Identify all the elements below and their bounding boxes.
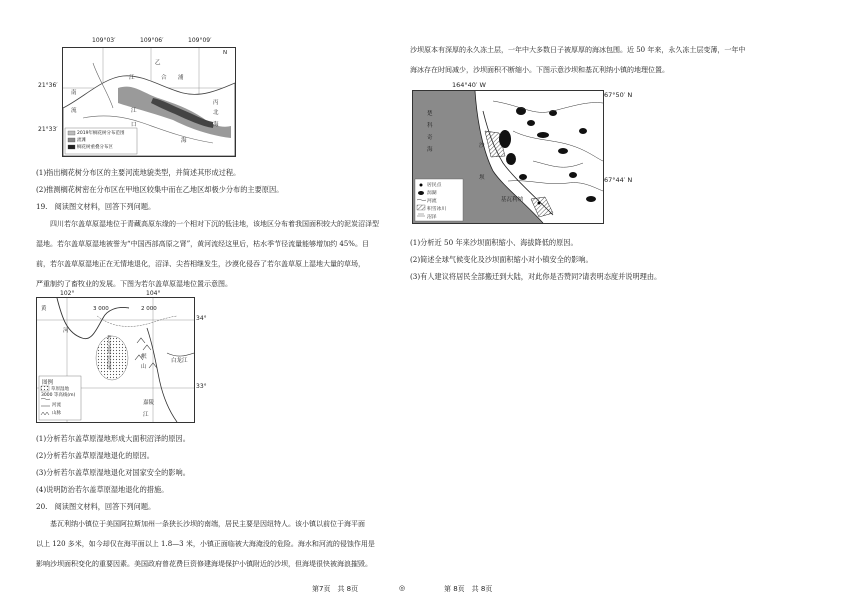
place-label: 北 — [213, 110, 219, 116]
passage-line: 以上 120 多米，如今却仅在海平面以上 1.8—3 米，小镇正面临被大海淹没的危险。海水和河流的侵蚀作用是 — [36, 540, 375, 548]
place-label: 海 — [213, 122, 219, 128]
passage — [36, 214, 402, 294]
place-label: 海 — [427, 147, 433, 153]
legend-item: 积雪冰川 — [427, 207, 447, 212]
map3-frame — [412, 90, 604, 224]
lat-label: 67°50′ N — [604, 91, 633, 99]
lon-label: 164°40′ W — [452, 81, 486, 89]
legend-item: 河流 — [427, 199, 437, 204]
place-label: 口 — [131, 122, 137, 128]
question-heading: 20. 阅读图文材料，回答下列问题。 — [36, 502, 156, 511]
legend-item: 沼泽 — [427, 215, 437, 220]
question-text: (3)有人建议将居民全部搬迁到大陆，对此你是否赞同?请表明态度并说明理由。 — [410, 272, 662, 281]
place-label: 丙 — [213, 100, 219, 106]
question-text: (2)推测榈花树密在分布区在甲地区较集中而在乙地区却极少分布的主要原因。 — [36, 185, 284, 194]
place-label: 江 — [129, 75, 135, 81]
place-label: 科 — [427, 123, 433, 129]
place-label: 乙 — [155, 60, 161, 66]
place-label: 山 — [141, 364, 147, 370]
place-label: 江 — [131, 108, 137, 114]
lat-label: 67°44′ N — [604, 176, 633, 184]
question-text: (2)分析若尔盖草原湿地退化的原因。 — [36, 451, 154, 460]
legend-item: 潟湖 — [427, 191, 437, 196]
question-text: (1)指出榈花树分布区的主要河流地貌类型，并简述其形成过程。 — [36, 168, 241, 177]
map1-frame — [62, 47, 236, 157]
legend-item: 居民点 — [427, 183, 442, 188]
lat-label: 34° — [196, 315, 207, 322]
legend-item: 山脉 — [52, 411, 61, 416]
legend-title: 图例 — [42, 380, 54, 386]
passage-line: 湿地。若尔盖草原湿地被誉为“中国西部高原之肾”，黄河流经这里后，枯水季节径流量能够增加约 45%。目 — [36, 240, 369, 248]
question-text: (1)分析若尔盖草原湿地形成大面积沼泽的原因。 — [36, 434, 190, 443]
question-text: (3)分析若尔盖草原湿地退化对国家安全的影响。 — [36, 468, 190, 477]
page-number-left: 第7页 共 8页 — [312, 585, 359, 593]
passage-line: 影响沙坝面积变化的重要因素。美国政府曾花费巨资修建海堤保护小镇附近的沙坝，但海堤很快被海浪摧毁。 — [36, 560, 372, 568]
legend-item: 草原湿地 — [51, 387, 69, 392]
place-label: 海 — [181, 138, 187, 144]
passage-line: 沙坝原本有深厚的永久冻土层，一年中大多数日子被厚厚的海冰包围。近 50 年来，永久冻土层变薄，一年中 — [410, 46, 746, 54]
place-label: 若尔盖草原湿地 — [107, 336, 112, 371]
passage — [36, 514, 402, 574]
place-label: 岷 — [141, 354, 147, 360]
map3-drawing — [413, 91, 603, 223]
passage-line: 前，若尔盖草原湿地正在无情地退化，沼泽、尖苔相继发生，沙漠化侵吞了若尔盖草原上湿地大量的草场， — [36, 260, 365, 268]
place-label: 嘉陵 — [143, 400, 155, 406]
lon-label: 104° — [146, 290, 161, 297]
question-text: (1)分析近 50 年来沙坝面积缩小、海拔降低的原因。 — [410, 238, 578, 247]
place-label: 江 — [143, 412, 149, 418]
page-number-right: 第 8页 共 8页 — [444, 585, 493, 593]
place-label: 奇 — [427, 135, 433, 141]
contour-label: 2 000 — [141, 306, 157, 312]
lon-label: 102° — [60, 290, 75, 297]
question-text: (2)简述全球气候变化及沙坝面积缩小对小镇安全的影响。 — [410, 255, 593, 264]
contour-label: 3 000 — [93, 306, 109, 312]
north-arrow: N — [223, 50, 228, 56]
question-text: (4)说明防治若尔盖草原湿地退化的措施。 — [36, 485, 169, 494]
place-label: 南 — [71, 90, 77, 96]
passage — [410, 40, 828, 80]
lat-label: 33° — [196, 383, 207, 390]
passage-line: 四川若尔盖草原湿地位于青藏高原东缘的一个相对下沉的低洼地，该地区分布着我国面积较大的泥炭沼泽型 — [50, 220, 379, 228]
place-label: 合 — [161, 75, 167, 81]
place-label: 黄 — [41, 306, 47, 312]
passage-line: 严重制约了畜牧业的发展。下图为若尔盖草原湿地位置示意图。 — [36, 280, 232, 288]
lat-label: 21°36′ — [38, 82, 58, 89]
legend-item: 2019年榈花树分布范围 — [77, 131, 125, 136]
lon-label: 109°03′ — [92, 37, 116, 44]
town-label: 基瓦利纳 — [501, 197, 524, 203]
map1-drawing — [63, 48, 235, 156]
passage-line: 基瓦利纳小镇位于美国阿拉斯加州一条狭长沙坝的南端，居民主要是因纽特人。该小镇以前位于海平面 — [50, 520, 365, 528]
legend-item: 榈花树重叠分布区 — [77, 145, 113, 150]
place-label: 河 — [63, 328, 69, 334]
lat-label: 21°33′ — [38, 126, 58, 133]
legend-item: 河流 — [52, 403, 61, 408]
place-label: 沙 — [479, 143, 485, 149]
place-label: 楚 — [427, 111, 433, 117]
lon-label: 109°06′ — [140, 37, 164, 44]
legend-item: 3000 等高线(m) — [41, 393, 76, 398]
passage-line: 海冰存在时间减少，沙坝面积不断缩小。下图示意沙坝和基瓦利纳小镇的地理位置。 — [410, 66, 669, 74]
place-label: 白龙江 — [171, 358, 188, 364]
legend-item: 流滩 — [77, 138, 86, 143]
question-heading: 19. 阅读图文材料，回答下列问题。 — [36, 202, 156, 211]
map2-frame — [36, 297, 195, 423]
binding-mark: ◎ — [399, 584, 406, 592]
place-label: 流 — [71, 108, 77, 114]
lon-label: 109°09′ — [188, 37, 212, 44]
place-label: 浦 — [178, 75, 184, 81]
place-label: 坝 — [479, 175, 485, 181]
